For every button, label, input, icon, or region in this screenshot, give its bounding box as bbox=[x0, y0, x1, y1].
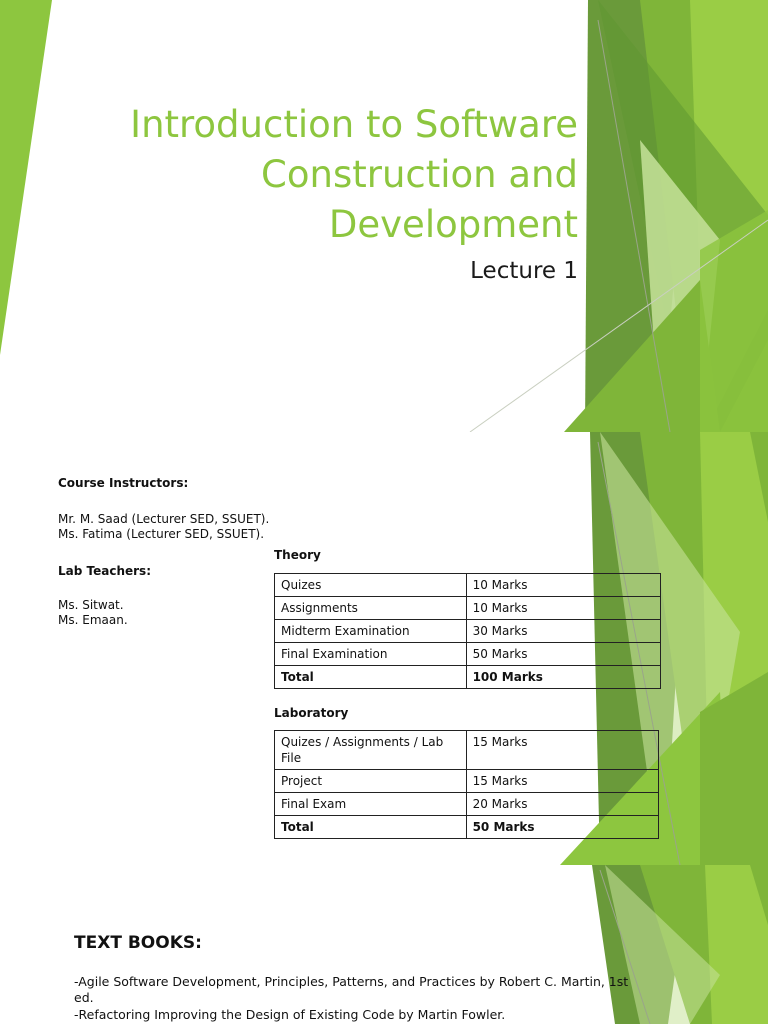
table-row bbox=[275, 574, 661, 597]
table-row bbox=[275, 620, 661, 643]
table-cell-marks: 30 Marks bbox=[466, 620, 660, 643]
table-total-row bbox=[275, 666, 661, 689]
slide-subtitle: Lecture 1 bbox=[470, 258, 578, 284]
table-cell-marks: 10 Marks bbox=[466, 597, 660, 620]
table-cell-item: Total bbox=[275, 816, 467, 839]
theory-heading: Theory bbox=[274, 548, 321, 562]
table-cell-item: Final Examination bbox=[275, 643, 467, 666]
table-cell-marks: 10 Marks bbox=[466, 574, 660, 597]
title-slide bbox=[0, 0, 768, 432]
course-instructors-heading: Course Instructors: bbox=[58, 476, 189, 490]
table-row bbox=[275, 770, 659, 793]
laboratory-marks-table bbox=[274, 730, 659, 839]
table-cell-item: Project bbox=[275, 770, 467, 793]
table-cell-item: Final Exam bbox=[275, 793, 467, 816]
course-info-slide bbox=[0, 432, 768, 865]
table-cell-item: Midterm Examination bbox=[275, 620, 467, 643]
lab-teacher-name: Ms. Emaan. bbox=[58, 613, 128, 627]
table-row bbox=[275, 597, 661, 620]
title-line: Introduction to Software bbox=[130, 103, 578, 146]
table-cell-marks: 50 Marks bbox=[466, 816, 658, 839]
lab-teachers-heading: Lab Teachers: bbox=[58, 564, 151, 578]
text-book-entry: -Refactoring Improving the Design of Existing Code by Martin Fowler. bbox=[74, 1007, 506, 1022]
table-cell-marks: 100 Marks bbox=[466, 666, 660, 689]
theory-marks-table bbox=[274, 573, 661, 689]
table-row bbox=[275, 643, 661, 666]
title-line: Construction and bbox=[261, 153, 578, 196]
title-line: Development bbox=[328, 203, 578, 246]
text-books-slide bbox=[0, 865, 768, 1024]
laboratory-heading: Laboratory bbox=[274, 706, 349, 720]
table-cell-marks: 20 Marks bbox=[466, 793, 658, 816]
table-cell-item: Quizes bbox=[275, 574, 467, 597]
lab-teacher-list bbox=[58, 598, 128, 628]
table-cell-item: Assignments bbox=[275, 597, 467, 620]
table-cell-marks: 15 Marks bbox=[466, 731, 658, 770]
table-cell-item: Quizes / Assignments / Lab File bbox=[275, 731, 467, 770]
text-book-entry: -Agile Software Development, Principles, Patterns, and Practices by Robert C. Martin, 1st ed. bbox=[74, 974, 629, 1005]
text-books-heading: TEXT BOOKS: bbox=[74, 933, 202, 953]
table-cell-marks: 50 Marks bbox=[466, 643, 660, 666]
lab-teacher-name: Ms. Sitwat. bbox=[58, 598, 124, 612]
table-total-row bbox=[275, 816, 659, 839]
slide-title bbox=[58, 100, 578, 250]
table-row bbox=[275, 731, 659, 770]
instructor-list bbox=[58, 512, 269, 542]
instructor-name: Mr. M. Saad (Lecturer SED, SSUET). bbox=[58, 512, 270, 526]
table-cell-item: Total bbox=[275, 666, 467, 689]
instructor-name: Ms. Fatima (Lecturer SED, SSUET). bbox=[58, 527, 265, 541]
table-cell-marks: 15 Marks bbox=[466, 770, 658, 793]
table-row bbox=[275, 793, 659, 816]
